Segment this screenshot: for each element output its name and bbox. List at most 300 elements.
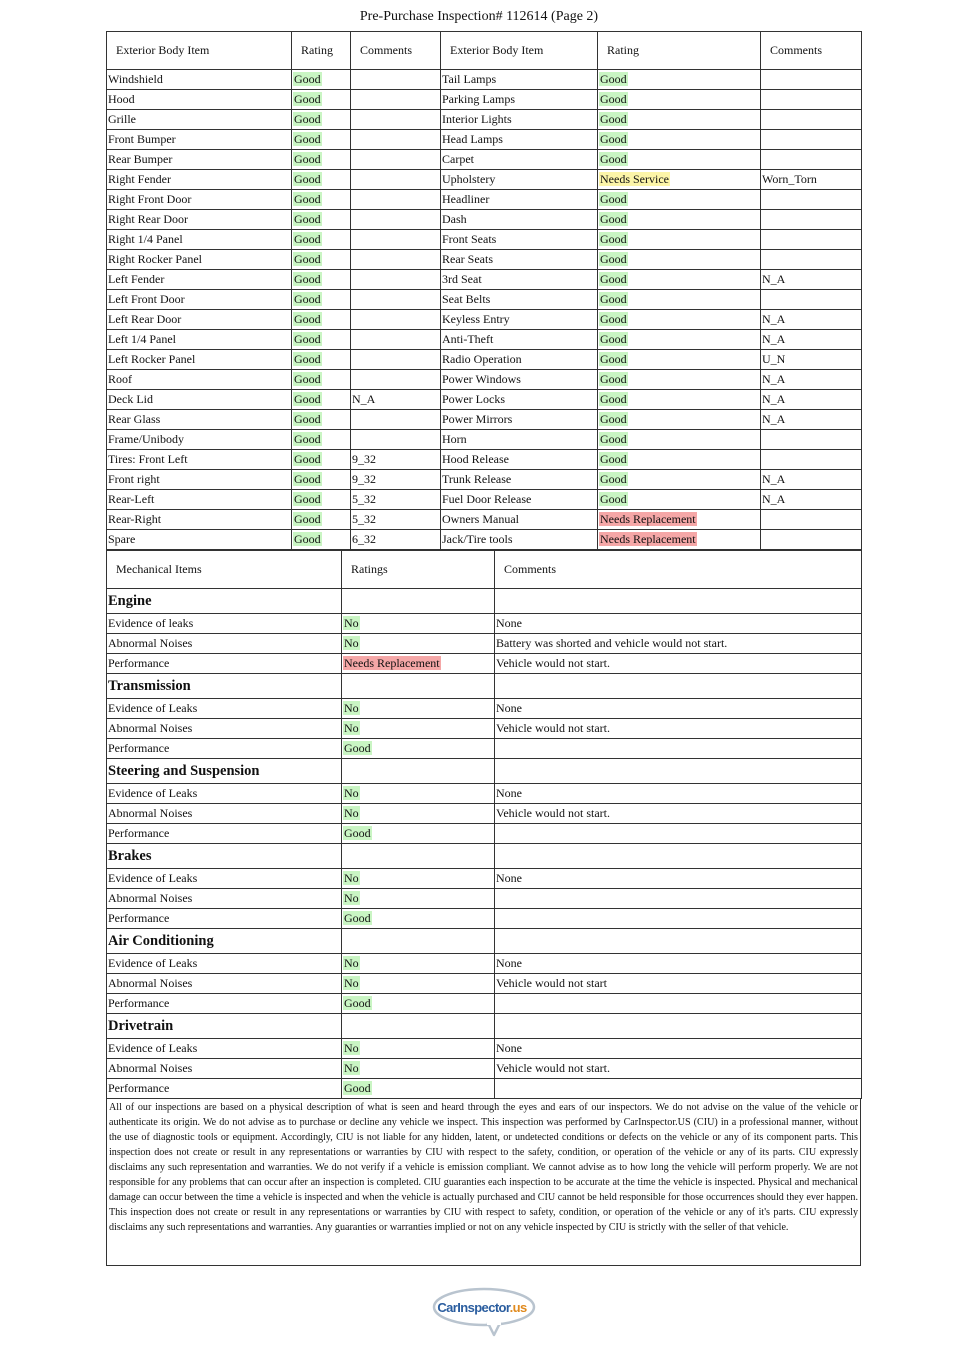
rating-badge-cell: [292, 270, 351, 290]
rating-badge: Good: [294, 152, 321, 166]
rating-badge-cell: [292, 490, 351, 510]
comment: 5_32: [351, 510, 441, 530]
rating-badge-cell: [292, 90, 351, 110]
item-name: Tires: Front Left: [107, 450, 292, 470]
table-row: [107, 909, 862, 929]
comment: 6_32: [351, 530, 441, 550]
item-name: Parking Lamps: [441, 90, 598, 110]
rating-badge-cell: [292, 430, 351, 450]
comment: [351, 190, 441, 210]
item-name: Frame/Unibody: [107, 430, 292, 450]
rating-badge: Needs Replacement: [600, 532, 696, 546]
rating-badge: No: [344, 1061, 359, 1075]
item-name: Left 1/4 Panel: [107, 330, 292, 350]
table-row: [107, 330, 862, 350]
rating-badge: No: [344, 636, 359, 650]
table-row: [107, 654, 862, 674]
header-exterior-item: Exterior Body Item: [107, 32, 292, 70]
item-name: Radio Operation: [441, 350, 598, 370]
table-row: [107, 824, 862, 844]
table-row: [107, 784, 862, 804]
comment: [351, 310, 441, 330]
rating-badge-cell: [342, 634, 495, 654]
rating-badge-cell: [598, 270, 761, 290]
table-row: [107, 994, 862, 1014]
table-row: [107, 739, 862, 759]
rating-badge-cell: [598, 250, 761, 270]
item-name: Front right: [107, 470, 292, 490]
rating-badge: Good: [600, 392, 627, 406]
comment: None: [495, 614, 862, 634]
rating-badge: Good: [600, 312, 627, 326]
comment: N_A: [761, 330, 862, 350]
table-row: [107, 490, 862, 510]
rating-badge-cell: [598, 450, 761, 470]
comment: N_A: [761, 410, 862, 430]
rating-badge: Good: [294, 332, 321, 346]
page-title: Pre-Purchase Inspection# 112614 (Page 2): [359, 9, 599, 24]
rating-badge-cell: [292, 330, 351, 350]
item-name: Performance: [107, 654, 342, 674]
comment: N_A: [761, 390, 862, 410]
item-name: Fuel Door Release: [441, 490, 598, 510]
rating-badge: No: [344, 871, 359, 885]
table-row: [107, 1059, 862, 1079]
rating-badge-cell: [342, 1059, 495, 1079]
table-row: [107, 230, 862, 250]
comment: [761, 290, 862, 310]
rating-badge-cell: [598, 530, 761, 550]
rating-badge: Good: [600, 112, 627, 126]
rating-badge: Good: [600, 252, 627, 266]
rating-badge-cell: [292, 390, 351, 410]
comment: None: [495, 699, 862, 719]
item-name: Right Rear Door: [107, 210, 292, 230]
rating-badge: No: [344, 891, 359, 905]
item-name: Anti-Theft: [441, 330, 598, 350]
rating-badge-cell: [292, 370, 351, 390]
table-row: [107, 614, 862, 634]
table-row: [107, 90, 862, 110]
mechanical-items-table: [106, 550, 862, 1099]
comment: [761, 230, 862, 250]
mechanical-header-row: [107, 551, 862, 589]
comment: Vehicle would not start.: [495, 654, 862, 674]
comment: [351, 210, 441, 230]
table-row: [107, 290, 862, 310]
item-name: Abnormal Noises: [107, 889, 342, 909]
rating-badge: Good: [294, 232, 321, 246]
rating-badge: Good: [294, 412, 321, 426]
rating-badge: Good: [600, 232, 627, 246]
comment: Vehicle would not start.: [495, 719, 862, 739]
item-name: Headliner: [441, 190, 598, 210]
rating-badge: Good: [600, 152, 627, 166]
section-empty-cell: [495, 1014, 862, 1039]
comment: 9_32: [351, 470, 441, 490]
section-title: Brakes: [107, 844, 342, 869]
rating-badge: Good: [600, 452, 627, 466]
item-name: Hood Release: [441, 450, 598, 470]
rating-badge: Good: [344, 996, 371, 1010]
rating-badge: Good: [600, 492, 627, 506]
item-name: Trunk Release: [441, 470, 598, 490]
item-name: Seat Belts: [441, 290, 598, 310]
table-row: [107, 869, 862, 889]
comment: None: [495, 954, 862, 974]
comment: [761, 210, 862, 230]
rating-badge: Good: [600, 432, 627, 446]
table-row: [107, 954, 862, 974]
rating-badge: Good: [294, 92, 321, 106]
item-name: Rear-Right: [107, 510, 292, 530]
table-row: [107, 130, 862, 150]
section-title: Drivetrain: [107, 1014, 342, 1039]
rating-badge: Good: [294, 512, 321, 526]
table-row: [107, 390, 862, 410]
rating-badge-cell: [342, 719, 495, 739]
rating-badge-cell: [598, 490, 761, 510]
section-title: Air Conditioning: [107, 929, 342, 954]
section-title: Engine: [107, 589, 342, 614]
table-row: [107, 889, 862, 909]
item-name: Evidence of Leaks: [107, 1039, 342, 1059]
comment: [351, 290, 441, 310]
rating-badge: Needs Service: [600, 172, 669, 186]
comment: N_A: [761, 310, 862, 330]
rating-badge-cell: [342, 654, 495, 674]
table-row: [107, 1079, 862, 1099]
rating-badge-cell: [292, 230, 351, 250]
section-title: Transmission: [107, 674, 342, 699]
item-name: Abnormal Noises: [107, 804, 342, 824]
section-empty-cell: [495, 674, 862, 699]
item-name: Right Rocker Panel: [107, 250, 292, 270]
item-name: Left Rocker Panel: [107, 350, 292, 370]
rating-badge-cell: [598, 230, 761, 250]
table-row: [107, 634, 862, 654]
item-name: Performance: [107, 909, 342, 929]
header-exterior-item: Exterior Body Item: [441, 32, 598, 70]
rating-badge: Good: [600, 72, 627, 86]
rating-badge: No: [344, 976, 359, 990]
comment: Vehicle would not start: [495, 974, 862, 994]
svg-text:CarInspector.us: [437, 1300, 527, 1315]
rating-badge: Good: [294, 532, 321, 546]
rating-badge-cell: [292, 470, 351, 490]
rating-badge-cell: [342, 909, 495, 929]
section-row: [107, 1014, 862, 1039]
rating-badge: Good: [294, 432, 321, 446]
rating-badge: Good: [600, 472, 627, 486]
rating-badge-cell: [292, 110, 351, 130]
item-name: Performance: [107, 824, 342, 844]
rating-badge-cell: [342, 804, 495, 824]
item-name: Rear-Left: [107, 490, 292, 510]
item-name: Tail Lamps: [441, 70, 598, 90]
rating-badge-cell: [598, 170, 761, 190]
rating-badge: Good: [294, 352, 321, 366]
item-name: Left Front Door: [107, 290, 292, 310]
rating-badge: Good: [294, 372, 321, 386]
comment: [761, 530, 862, 550]
item-name: Performance: [107, 739, 342, 759]
comment: [761, 510, 862, 530]
rating-badge-cell: [342, 739, 495, 759]
item-name: Power Mirrors: [441, 410, 598, 430]
comment: N_A: [761, 270, 862, 290]
item-name: Evidence of Leaks: [107, 784, 342, 804]
rating-badge: No: [344, 786, 359, 800]
rating-badge: Good: [294, 252, 321, 266]
rating-badge: Good: [600, 192, 627, 206]
section-row: [107, 674, 862, 699]
rating-badge-cell: [598, 370, 761, 390]
section-title: Steering and Suspension: [107, 759, 342, 784]
rating-badge-cell: [598, 130, 761, 150]
rating-badge: Good: [294, 292, 321, 306]
section-row: [107, 929, 862, 954]
item-name: Horn: [441, 430, 598, 450]
section-row: [107, 759, 862, 784]
item-name: 3rd Seat: [441, 270, 598, 290]
comment: [495, 994, 862, 1014]
comment: [495, 739, 862, 759]
table-row: [107, 510, 862, 530]
logo-text-main: CarInspector: [437, 1300, 510, 1315]
comment: [761, 150, 862, 170]
comment: [351, 250, 441, 270]
rating-badge-cell: [292, 190, 351, 210]
item-name: Keyless Entry: [441, 310, 598, 330]
section-empty-cell: [342, 759, 495, 784]
comment: [351, 90, 441, 110]
rating-badge-cell: [342, 824, 495, 844]
comment: [351, 70, 441, 90]
comment: 5_32: [351, 490, 441, 510]
rating-badge-cell: [598, 510, 761, 530]
item-name: Right 1/4 Panel: [107, 230, 292, 250]
rating-badge-cell: [292, 130, 351, 150]
section-empty-cell: [342, 589, 495, 614]
item-name: Jack/Tire tools: [441, 530, 598, 550]
rating-badge: No: [344, 1041, 359, 1055]
rating-badge-cell: [292, 510, 351, 530]
rating-badge-cell: [342, 614, 495, 634]
table-row: [107, 699, 862, 719]
rating-badge: Good: [344, 741, 371, 755]
comment: [351, 430, 441, 450]
rating-badge-cell: [598, 90, 761, 110]
item-name: Abnormal Noises: [107, 634, 342, 654]
item-name: Front Seats: [441, 230, 598, 250]
table-row: [107, 450, 862, 470]
rating-badge: No: [344, 956, 359, 970]
rating-badge: Good: [294, 312, 321, 326]
rating-badge-cell: [292, 530, 351, 550]
table-row: [107, 410, 862, 430]
table-row: [107, 250, 862, 270]
item-name: Left Fender: [107, 270, 292, 290]
rating-badge-cell: [342, 994, 495, 1014]
item-name: Right Fender: [107, 170, 292, 190]
header-comments: Comments: [761, 32, 862, 70]
item-name: Evidence of Leaks: [107, 869, 342, 889]
rating-badge: Good: [294, 212, 321, 226]
rating-badge-cell: [342, 1039, 495, 1059]
comment: [351, 370, 441, 390]
section-row: [107, 844, 862, 869]
rating-badge-cell: [292, 450, 351, 470]
table-row: [107, 430, 862, 450]
comment: [495, 889, 862, 909]
rating-badge: Good: [294, 172, 321, 186]
comment: [761, 430, 862, 450]
rating-badge: Good: [294, 472, 321, 486]
table-row: [107, 370, 862, 390]
rating-badge: Good: [600, 212, 627, 226]
item-name: Rear Seats: [441, 250, 598, 270]
item-name: Abnormal Noises: [107, 1059, 342, 1079]
item-name: Left Rear Door: [107, 310, 292, 330]
section-row: [107, 589, 862, 614]
comment: [761, 110, 862, 130]
rating-badge-cell: [598, 190, 761, 210]
rating-badge-cell: [342, 784, 495, 804]
rating-badge-cell: [598, 150, 761, 170]
header-rating: Rating: [598, 32, 761, 70]
item-name: Rear Glass: [107, 410, 292, 430]
rating-badge-cell: [598, 210, 761, 230]
rating-badge: Needs Replacement: [344, 656, 440, 670]
rating-badge-cell: [292, 210, 351, 230]
rating-badge: Good: [600, 132, 627, 146]
disclaimer-text: All of our inspections are based on a physical description of what is seen and heard through the eyes and ears of our inspectors. We do not advise on the value of the vehicle or authenticate its origin. We do not advise as to purchase or decline any vehicle we inspect. This inspection was performed by CarInspector.US (CIU) in a professional manner, without the use of diagnostic tools or equipment. Accordingly, CIU is not liable for any hidden, latent, or undetected conditions or defects on the vehicle or any of its component parts. This inspection does not create or result in any representations or warranties by CIU with respect to the safety, condition, or operation of the vehicle or any of its parts. CIU expressly disclaims any such representation and warranties. We do not verify if a vehicle is emission compliant. We cannot advise as to how long the vehicle will perform properly. We are not responsible for any problems that can occur after an inspection is completed. CIU guaranties each inspection to be accurate at the time the vehicle is inspected. Physical and mechanical damage can occur between the time a vehicle is inspected and when the vehicle is actually purchased and CIU cannot be held responsible for those occurrences should they ever happen. This inspection does not create or result in any representations or warranties by CIU with respect to safety, condition, or operation of the vehicle or any of it's parts. CIU expressly disclaims any such representations and warranties. Any guaranties or warranties implied or not on any vehicle inspected by CIU is strictly with the seller of that vehicle.: [106, 1099, 861, 1266]
comment: N_A: [351, 390, 441, 410]
section-empty-cell: [342, 674, 495, 699]
comment: [495, 824, 862, 844]
comment: [761, 130, 862, 150]
header-ratings: Ratings: [342, 551, 495, 589]
item-name: Abnormal Noises: [107, 719, 342, 739]
comment: N_A: [761, 490, 862, 510]
rating-badge-cell: [342, 699, 495, 719]
item-name: Windshield: [107, 70, 292, 90]
rating-badge: Good: [294, 392, 321, 406]
section-empty-cell: [495, 589, 862, 614]
rating-badge: Good: [600, 332, 627, 346]
section-empty-cell: [495, 929, 862, 954]
table-row: [107, 1039, 862, 1059]
comment: [351, 150, 441, 170]
comment: U_N: [761, 350, 862, 370]
rating-badge-cell: [292, 290, 351, 310]
header-comments: Comments: [351, 32, 441, 70]
exterior-body-table: [106, 31, 862, 550]
comment: [761, 450, 862, 470]
rating-badge-cell: [598, 470, 761, 490]
header-rating: Rating: [292, 32, 351, 70]
comment: [351, 410, 441, 430]
rating-badge: Good: [344, 911, 371, 925]
comment: Worn_Torn: [761, 170, 862, 190]
rating-badge-cell: [292, 310, 351, 330]
section-empty-cell: [342, 929, 495, 954]
comment: None: [495, 1039, 862, 1059]
item-name: Deck Lid: [107, 390, 292, 410]
exterior-header-row: [107, 32, 862, 70]
carinspector-logo: [432, 1287, 536, 1337]
comment: [495, 1079, 862, 1099]
rating-badge-cell: [598, 70, 761, 90]
comment: [761, 70, 862, 90]
item-name: Rear Bumper: [107, 150, 292, 170]
table-row: [107, 804, 862, 824]
comment: [351, 110, 441, 130]
rating-badge-cell: [598, 310, 761, 330]
comment: None: [495, 869, 862, 889]
table-row: [107, 70, 862, 90]
item-name: Power Locks: [441, 390, 598, 410]
comment: Battery was shorted and vehicle would not start.: [495, 634, 862, 654]
comment: N_A: [761, 370, 862, 390]
section-empty-cell: [342, 1014, 495, 1039]
rating-badge-cell: [292, 250, 351, 270]
rating-badge: Good: [600, 272, 627, 286]
rating-badge: Good: [600, 352, 627, 366]
comment: N_A: [761, 470, 862, 490]
item-name: Roof: [107, 370, 292, 390]
rating-badge-cell: [292, 170, 351, 190]
comment: [351, 130, 441, 150]
table-row: [107, 210, 862, 230]
item-name: Dash: [441, 210, 598, 230]
section-empty-cell: [495, 844, 862, 869]
rating-badge-cell: [342, 889, 495, 909]
table-row: [107, 350, 862, 370]
rating-badge-cell: [598, 290, 761, 310]
rating-badge-cell: [342, 1079, 495, 1099]
item-name: Interior Lights: [441, 110, 598, 130]
table-row: [107, 530, 862, 550]
item-name: Owners Manual: [441, 510, 598, 530]
rating-badge-cell: [598, 390, 761, 410]
logo-text-suffix: .us: [509, 1300, 527, 1315]
comment: 9_32: [351, 450, 441, 470]
comment: Vehicle would not start.: [495, 1059, 862, 1079]
rating-badge-cell: [598, 350, 761, 370]
rating-badge: Good: [294, 72, 321, 86]
table-row: [107, 110, 862, 130]
rating-badge: Good: [294, 192, 321, 206]
comment: None: [495, 784, 862, 804]
table-row: [107, 170, 862, 190]
item-name: Evidence of Leaks: [107, 699, 342, 719]
item-name: Hood: [107, 90, 292, 110]
rating-badge-cell: [292, 70, 351, 90]
item-name: Upholstery: [441, 170, 598, 190]
item-name: Front Bumper: [107, 130, 292, 150]
rating-badge-cell: [292, 150, 351, 170]
rating-badge: No: [344, 616, 359, 630]
rating-badge: Good: [600, 372, 627, 386]
table-row: [107, 719, 862, 739]
rating-badge-cell: [342, 974, 495, 994]
comment: [761, 250, 862, 270]
comment: [351, 270, 441, 290]
item-name: Evidence of leaks: [107, 614, 342, 634]
item-name: Performance: [107, 994, 342, 1014]
